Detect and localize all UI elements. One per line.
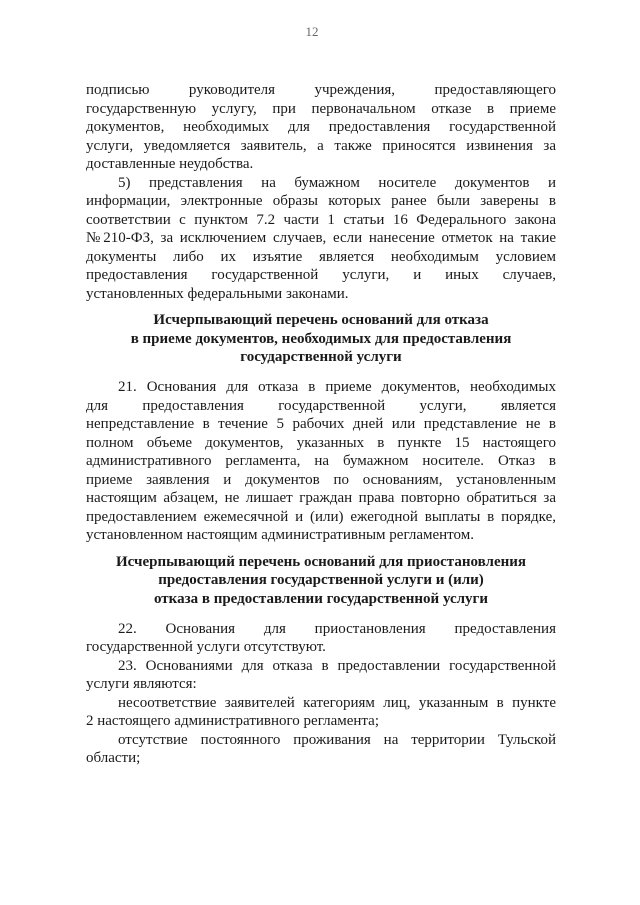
text-line: полном объеме документов, указанных в пункте 15 настоящего bbox=[86, 434, 556, 451]
paragraph-continuation bbox=[86, 81, 556, 174]
text-line: настоящим абзацем, не лишает граждан права повторно обратиться за bbox=[86, 490, 556, 506]
text-line: установленном настоящим административным регламентом. bbox=[86, 527, 474, 543]
text-line: несоответствие заявителей категориям лиц, указанным в пункте bbox=[118, 694, 556, 711]
paragraph-21 bbox=[86, 378, 556, 545]
paragraph-23-ground-residence bbox=[86, 731, 556, 768]
document-body bbox=[86, 81, 556, 768]
paragraph-23-ground-category bbox=[86, 694, 556, 731]
paragraph-23 bbox=[86, 657, 556, 694]
text-line: 22. Основания для приостановления предоставления bbox=[118, 620, 556, 637]
heading-line: Исчерпывающий перечень оснований для отказа bbox=[153, 312, 489, 328]
paragraph-item-5 bbox=[86, 174, 556, 304]
text-line: №210-ФЗ, за исключением случаев, если нанесение отметок на такие bbox=[86, 230, 556, 246]
text-line: 23. Основаниями для отказа в предоставлении государственной bbox=[118, 657, 556, 674]
text-line: услуги, уведомляется заявитель, а также приносятся извинения за bbox=[86, 137, 556, 154]
text-line: документов, необходимых для предоставления государственной bbox=[86, 119, 556, 135]
text-line: подписью руководителя учреждения, предоставляющего bbox=[86, 82, 556, 98]
text-line: 21. Основания для отказа в приеме документов, необходимых bbox=[118, 379, 556, 395]
page-number: 12 bbox=[305, 24, 319, 39]
text-line: 5) представления на бумажном носителе документов и bbox=[118, 174, 556, 191]
text-line: доставленные неудобства. bbox=[86, 156, 254, 172]
heading-line: предоставления государственной услуги и (или) bbox=[158, 572, 484, 588]
text-line: отсутствие постоянного проживания на территории Тульской bbox=[118, 731, 556, 748]
text-line: административного регламента, на бумажном носителе. Отказ в bbox=[86, 453, 556, 469]
text-line: области; bbox=[86, 750, 141, 766]
text-line: соответствии с пунктом 7.2 части 1 статьи 16 Федерального закона bbox=[86, 211, 556, 228]
heading-line: в приеме документов, необходимых для предоставления bbox=[130, 330, 512, 347]
text-line: предоставлением ежемесячной и (или) ежегодной выплаты в порядке, bbox=[86, 508, 556, 525]
section-heading-reception-refusal bbox=[86, 311, 556, 367]
text-line: установленных федеральными законами. bbox=[86, 285, 349, 302]
heading-line: отказа в предоставлении государственной услуги bbox=[153, 590, 489, 607]
text-line: приеме заявления и документов по основаниям, установленным bbox=[86, 471, 556, 488]
text-line: документы либо их изъятие является необходимым условием bbox=[86, 248, 556, 265]
text-line: услуги являются: bbox=[86, 676, 197, 692]
text-line: для предоставления государственной услуги, является bbox=[86, 397, 556, 414]
text-line: информации, электронные образы которых ранее были заверены в bbox=[86, 193, 556, 209]
text-line: 2 настоящего административного регламента; bbox=[86, 713, 379, 729]
section-heading-suspension-refusal bbox=[86, 553, 556, 609]
heading-line: Исчерпывающий перечень оснований для приостановления bbox=[115, 553, 527, 570]
paragraph-22 bbox=[86, 620, 556, 657]
text-line: государственную услугу, при первоначальном отказе в приеме bbox=[86, 100, 556, 117]
heading-line: государственной услуги bbox=[240, 349, 402, 365]
text-line: предоставления государственной услуги, и иных случаев, bbox=[86, 267, 556, 283]
text-line: государственной услуги отсутствуют. bbox=[86, 639, 326, 655]
text-line: непредставление в течение 5 рабочих дней или представление не в bbox=[86, 416, 556, 432]
